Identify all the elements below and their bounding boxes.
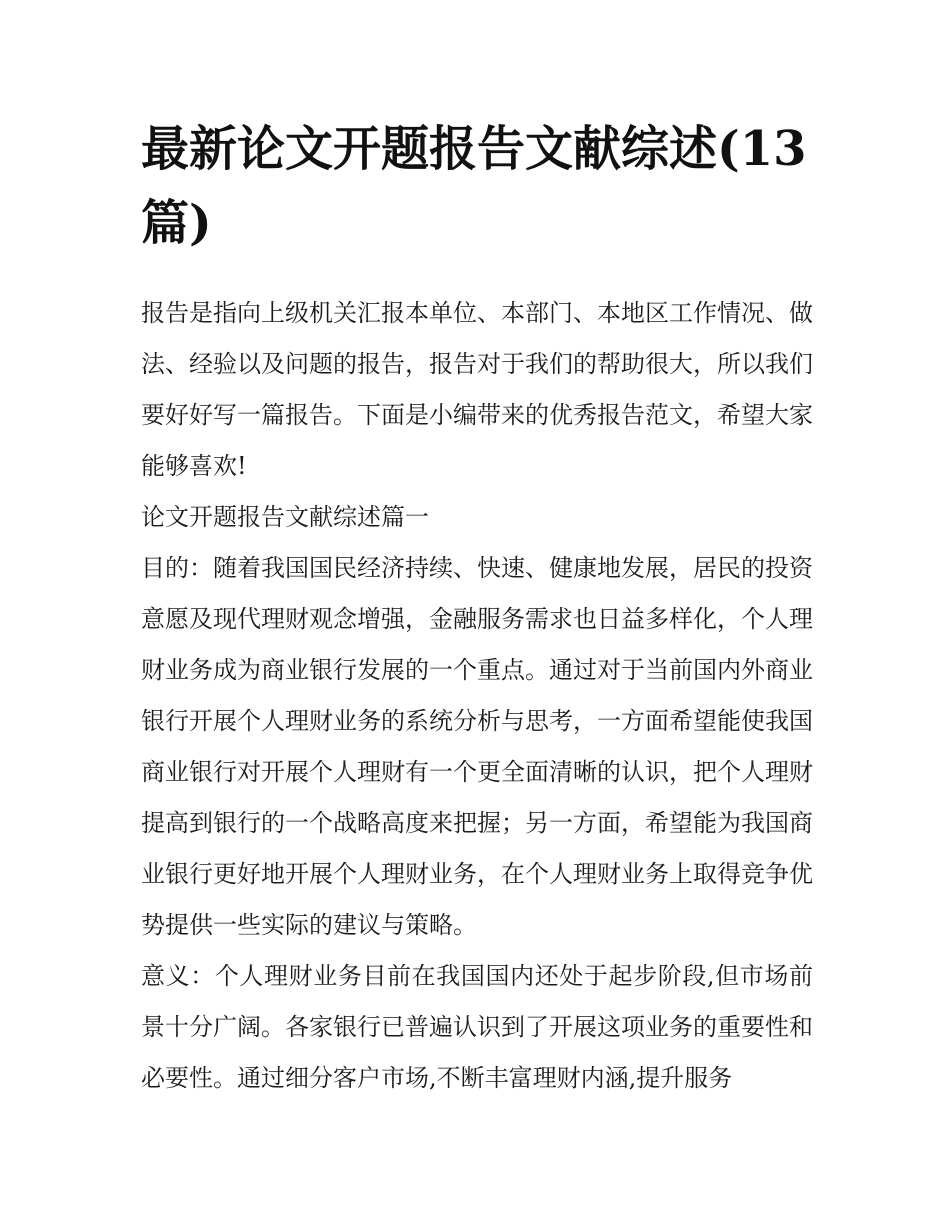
purpose-paragraph: 目的：随着我国国民经济持续、快速、健康地发展，居民的投资意愿及现代理财观念增强，金融服务需求也日益多样化，个人理财业务成为商业银行发展的一个重点。通过对于当前国内外商业银行开展个人理财业务的系统分析与思考，一方面希望能使我国商业银行对开展个人理财有一个更全面清晰的认识，把个人理财提高到银行的一个战略高度来把握；另一方面，希望能为我国商业银行更好地开展个人理财业务，在个人理财业务上取得竞争优势提供一些实际的建议与策略。 (141, 554, 813, 939)
section-heading: 论文开题报告文献综述篇一 (141, 503, 429, 531)
document-title: 最新论文开题报告文献综述(13篇) (141, 121, 807, 251)
intro-paragraph: 报告是指向上级机关汇报本单位、本部门、本地区工作情况、做法、经验以及问题的报告，报告对于我们的帮助很大，所以我们要好好写一篇报告。下面是小编带来的优秀报告范文，希望大家能够喜欢! (141, 299, 813, 480)
significance-paragraph: 意义：个人理财业务目前在我国国内还处于起步阶段,但市场前景十分广阔。各家银行已普遍认识到了开展这项业务的重要性和必要性。通过细分客户市场,不断丰富理财内涵,提升服务 (141, 962, 813, 1092)
document-page (141, 112, 813, 1104)
